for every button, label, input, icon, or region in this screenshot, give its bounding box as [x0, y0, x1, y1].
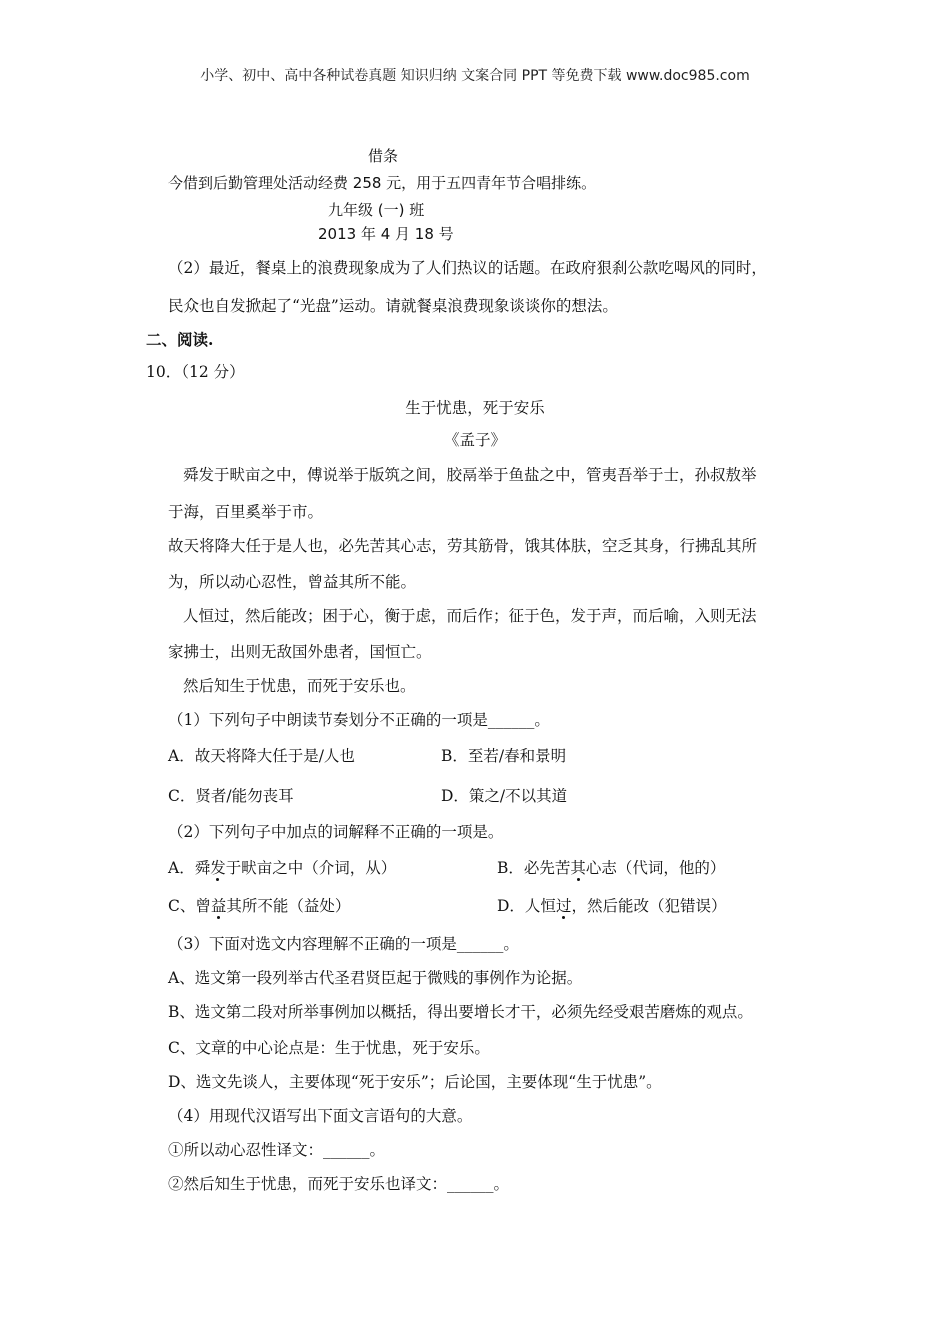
passage-line: 然后知生于忧患，而死于安乐也。: [183, 677, 416, 695]
sub1-option-c: C．贤者/能勿丧耳: [168, 787, 294, 805]
sub1-option-d: D．策之/不以其道: [441, 787, 568, 805]
sub3-option-b: B、选文第二段对所举事例加以概括，得出要增长才干，必须先经受艰苦磨炼的观点。: [168, 1003, 753, 1021]
question-10-head: 10．（12 分）: [146, 363, 245, 381]
note-body: 今借到后勤管理处活动经费 258 元，用于五四青年节合唱排练。: [168, 174, 597, 192]
sub3-option-c: C、文章的中心论点是：生于忧患，死于安乐。: [168, 1039, 490, 1057]
passage-line: 为，所以动心忍性，曾益其所不能。: [168, 573, 417, 591]
emphasis-dot-word: 过: [555, 897, 572, 915]
passage-line: 人恒过，然后能改；困于心，衡于虑，而后作；征于色，发于声，而后喻，入则无法: [183, 607, 757, 625]
passage-title: 生于忧患，死于安乐: [405, 399, 545, 417]
question-9-2-line2: 民众也自发掀起了“光盘”运动。请就餐桌浪费现象谈谈你的想法。: [168, 297, 618, 315]
sub2-option-a: A．舜发于畎亩之中（介词，从）: [168, 859, 397, 877]
question-9-2-line1: （2）最近，餐桌上的浪费现象成为了人们热议的话题。在政府狠刹公款吃喝风的同时，: [168, 259, 767, 277]
passage-line: 家拂士，出则无敌国外患者，国恒亡。: [168, 643, 432, 661]
sub3-option-d: D、选文先谈人，主要体现“死于安乐”；后论国，主要体现“生于忧患”。: [168, 1073, 662, 1091]
sub2-option-c: C、曾益其所不能（益处）: [168, 897, 351, 915]
note-signer: 九年级 (一) 班: [328, 201, 425, 219]
sub3-stem: （3）下面对选文内容理解不正确的一项是______。: [168, 935, 519, 953]
sub4-stem: （4）用现代汉语写出下面文言语句的大意。: [168, 1107, 473, 1125]
page-header: 小学、初中、高中各种试卷真题 知识归纳 文案合同 PPT 等免费下载 www.doc985.com: [200, 68, 750, 84]
note-date: 2013 年 4 月 18 号: [318, 225, 454, 243]
sub4-item-1: ①所以动心忍性译文：______。: [168, 1141, 386, 1159]
passage-line: 故天将降大任于是人也，必先苦其心志，劳其筋骨，饿其体肤，空乏其身，行拂乱其所: [168, 537, 758, 555]
sub1-option-b: B．至若/春和景明: [441, 747, 567, 765]
passage-line: 于海，百里奚举于市。: [168, 503, 324, 521]
emphasis-dot-word: 发: [210, 859, 226, 877]
sub2-option-b: B．必先苦其心志（代词，他的）: [497, 859, 726, 877]
emphasis-dot-word: 其: [570, 859, 586, 877]
passage-author: 《孟子》: [443, 431, 506, 449]
sub3-option-a: A、选文第一段列举古代圣君贤臣起于微贱的事例作为论据。: [168, 969, 583, 987]
emphasis-dot-word: 益: [210, 897, 227, 915]
sub4-item-2: ②然后知生于忧患，而死于安乐也译文：______。: [168, 1175, 510, 1193]
sub2-stem: （2）下列句子中加点的词解释不正确的一项是。: [168, 823, 504, 841]
sub1-option-a: A．故天将降大任于是/人也: [168, 747, 355, 765]
passage-line: 舜发于畎亩之中，傅说举于版筑之间，胶鬲举于鱼盐之中，管夷吾举于士，孙叔敖举: [183, 466, 757, 484]
note-title: 借条: [368, 147, 399, 165]
sub1-stem: （1）下列句子中朗读节奏划分不正确的一项是______。: [168, 711, 550, 729]
section-title-reading: 二、阅读.: [146, 330, 214, 349]
sub2-option-d: D．人恒过，然后能改（犯错误）: [497, 897, 727, 915]
